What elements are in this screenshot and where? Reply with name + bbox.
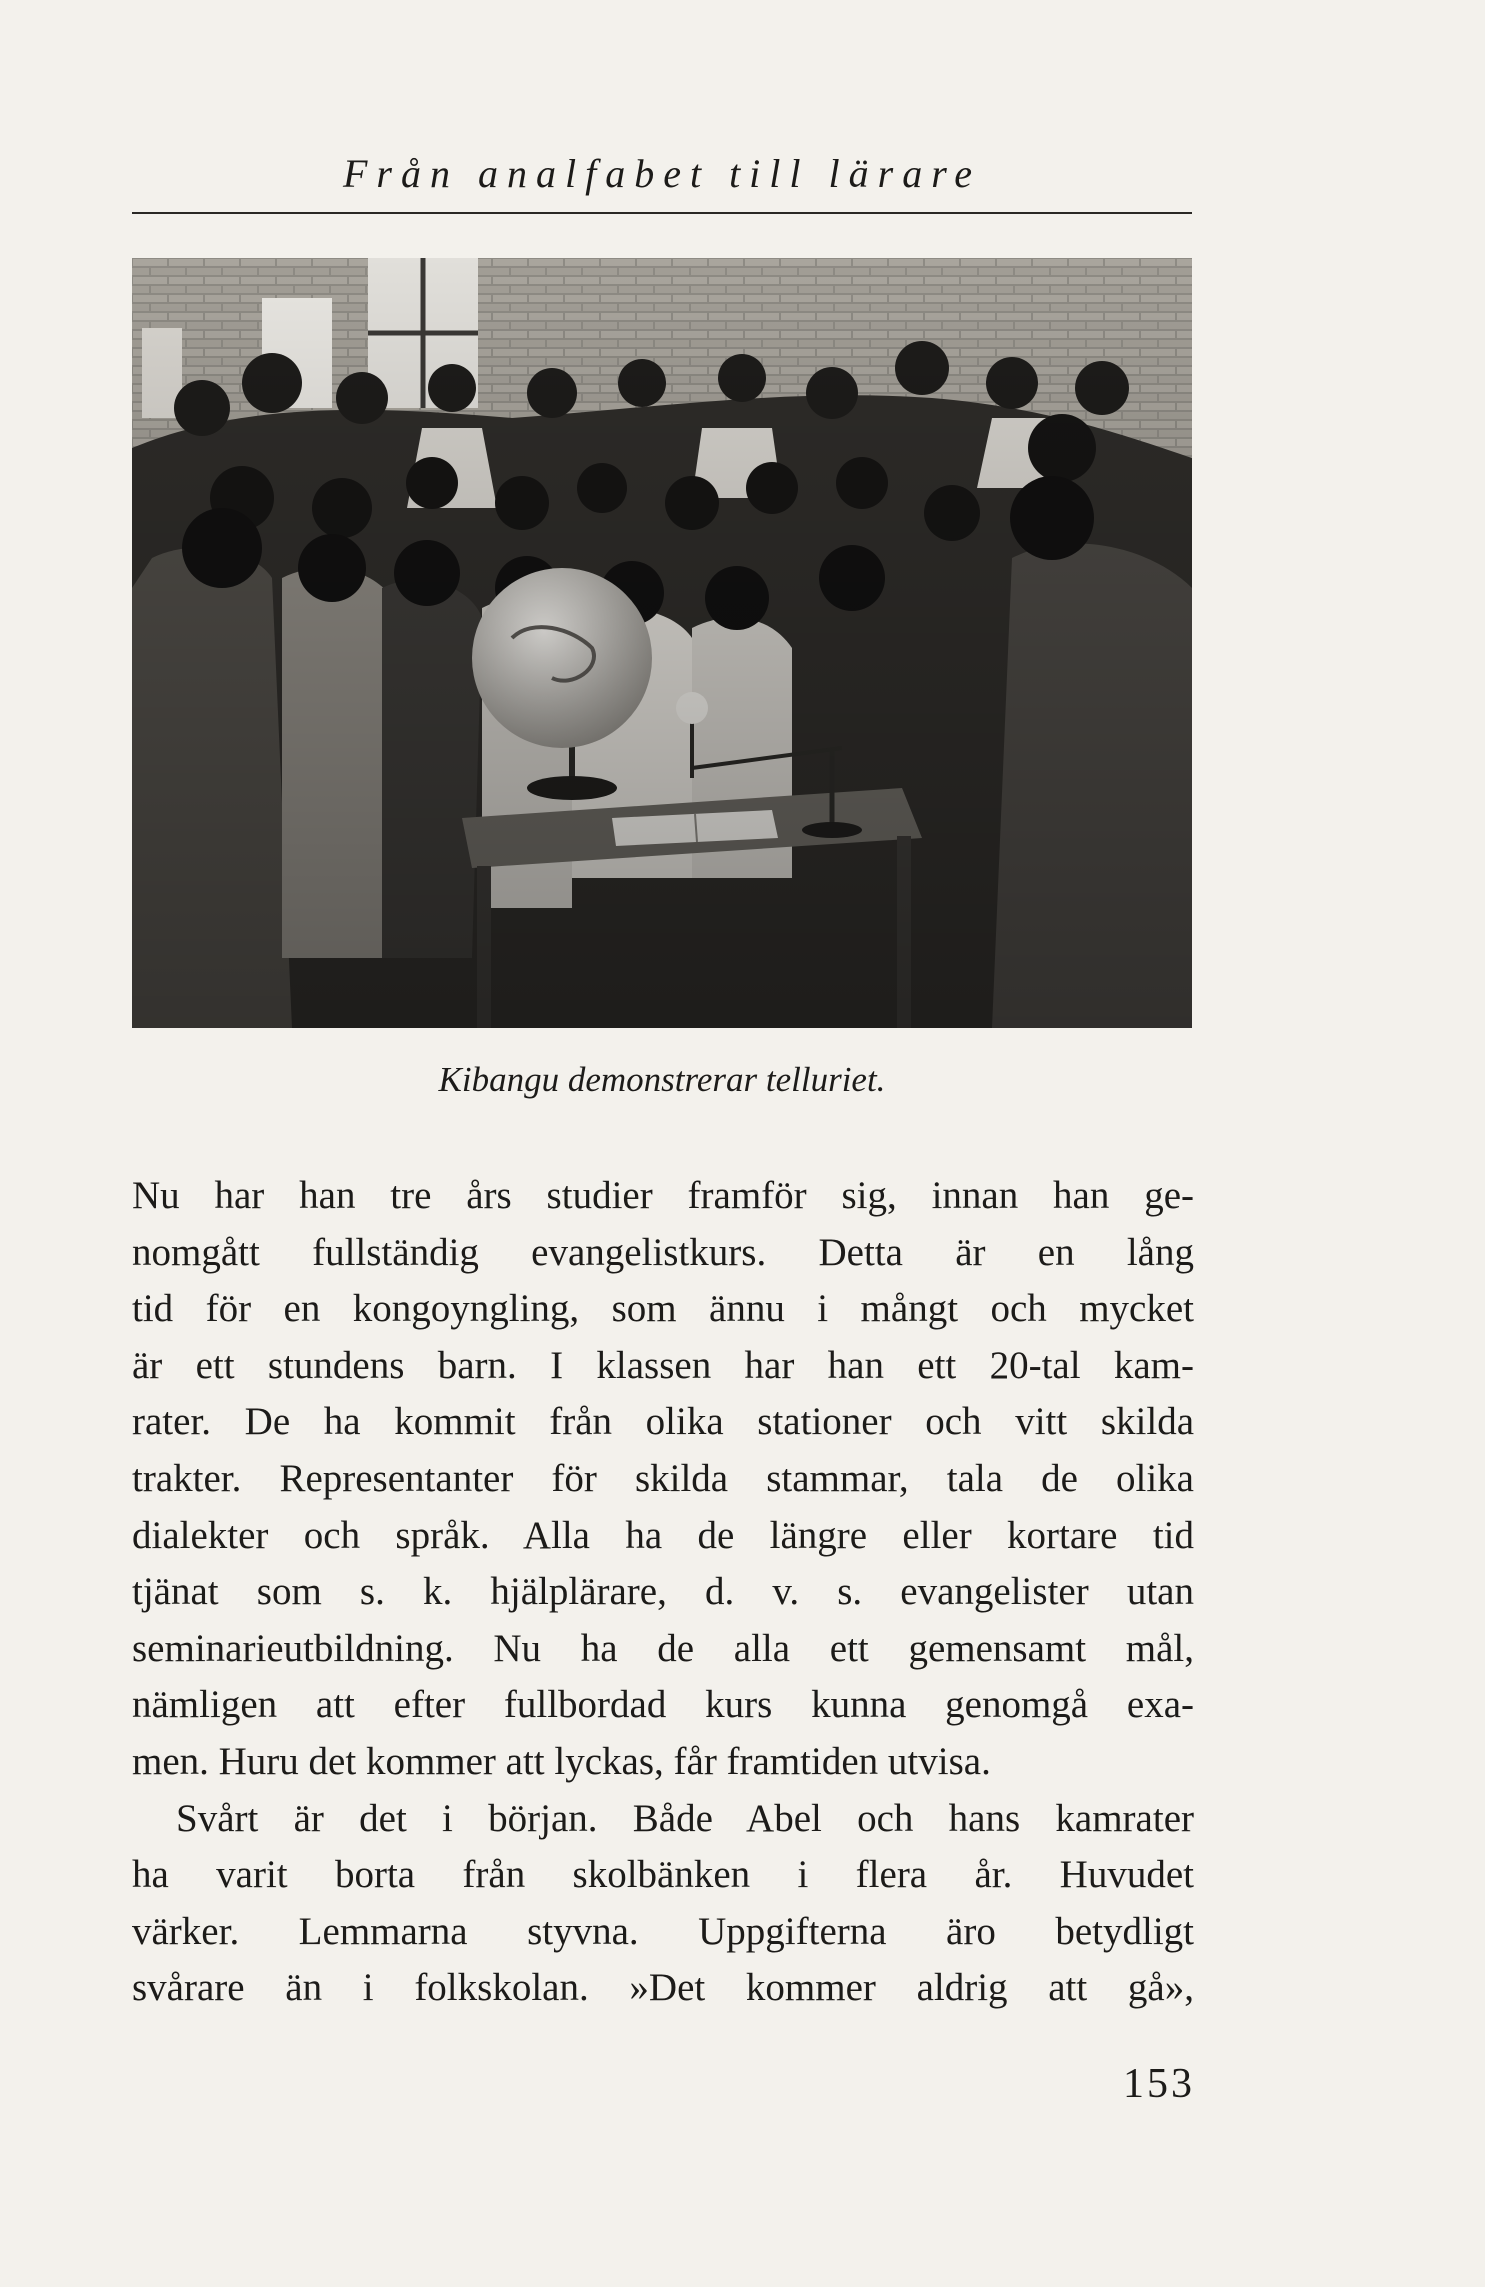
page-number: 153 xyxy=(1123,2061,1195,2107)
text-line: trakter. Representanter för skilda stammar, tala de olika xyxy=(132,1456,1194,1500)
text-line: Nu har han tre års studier framför sig, innan han ge- xyxy=(132,1174,1194,1217)
text-line: rater. De ha kommit från olika stationer och vitt skilda xyxy=(132,1400,1194,1444)
text-line: Svårt är det i början. Både Abel och hans kamrater xyxy=(176,1796,1194,1840)
header-rule xyxy=(132,212,1192,214)
text-line: värker. Lemmarna styvna. Uppgifterna äro betydligt xyxy=(132,1909,1194,1953)
text-line: nämligen att efter fullbordad kurs kunna genomgå exa- xyxy=(132,1683,1194,1727)
running-head: Från analfabet till lärare xyxy=(342,151,982,196)
text-line: tjänat som s. k. hjälplärare, d. v. s. evangelister utan xyxy=(132,1570,1194,1614)
text-line: svårare än i folkskolan. »Det kommer aldrig att gå», xyxy=(132,1966,1194,2010)
photograph xyxy=(132,258,1192,1028)
figure-caption: Kibangu demonstrerar telluriet. xyxy=(438,1060,886,1099)
text-line: dialekter och språk. Alla ha de längre eller kortare tid xyxy=(132,1513,1194,1557)
body-text xyxy=(132,1168,1194,2017)
text-line: nomgått fullständig evangelistkurs. Detta är en lång xyxy=(132,1230,1194,1274)
text-line: ha varit borta från skolbänken i flera år. Huvudet xyxy=(132,1853,1194,1897)
text-line: tid för en kongoyngling, som ännu i mångt och mycket xyxy=(132,1287,1194,1331)
text-line: är ett stundens barn. I klassen har han ett 20-tal kam- xyxy=(132,1343,1194,1387)
text-line: men. Huru det kommer att lyckas, får framtiden utvisa. xyxy=(132,1739,991,1783)
text-line: seminarieutbildning. Nu ha de alla ett gemensamt mål, xyxy=(132,1626,1194,1670)
